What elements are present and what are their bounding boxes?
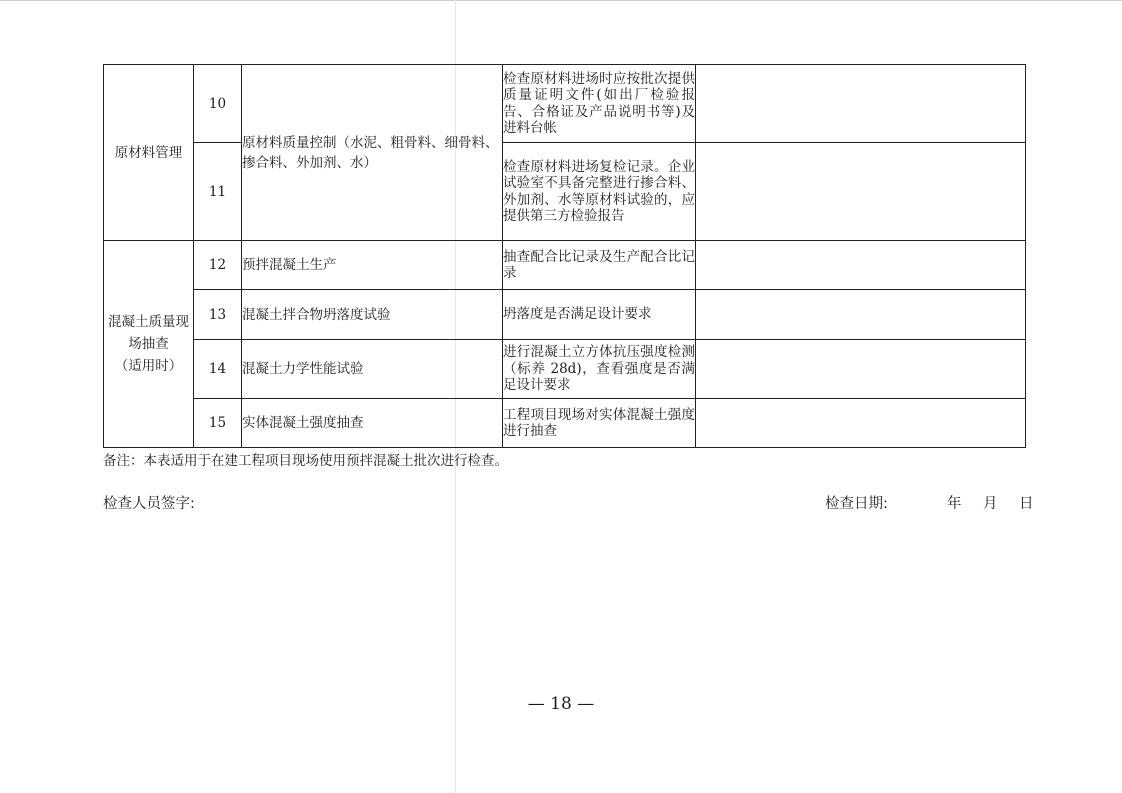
category-line: 场抽查 [128,336,169,352]
result-cell[interactable] [696,340,1026,399]
inspection-requirement: 检查原材料进场复检记录。企业试验室不具备完整进行掺合料、外加剂、水等原材料试验的，应提供第三方检验报告 [503,143,696,241]
inspection-item: 预拌混凝土生产 [242,241,503,290]
date-day-unit: 日 [1019,496,1034,512]
result-cell[interactable] [696,241,1026,290]
table-row [104,290,1026,340]
result-cell[interactable] [696,143,1026,241]
table-row [104,241,1026,290]
result-cell[interactable] [696,65,1026,143]
inspector-signature-label: 检查人员签字: [103,496,195,512]
inspection-item: 原材料质量控制（水泥、粗骨料、细骨料、掺合料、外加剂、水） [242,65,503,241]
inspection-date-label: 检查日期: [825,496,888,512]
inspection-table [103,64,1026,448]
result-cell[interactable] [696,290,1026,340]
date-month-unit: 月 [983,496,998,512]
inspection-item: 混凝土力学性能试验 [242,340,503,399]
item-number: 15 [194,399,242,448]
inspection-item: 混凝土拌合物坍落度试验 [242,290,503,340]
category-line: （适用时） [114,358,183,374]
table-row [104,399,1026,448]
table-row [104,340,1026,399]
item-number: 12 [194,241,242,290]
table-note: 备注：本表适用于在建工程项目现场使用预拌混凝土批次进行检查。 [103,453,508,469]
inspection-requirement: 进行混凝土立方体抗压强度检测（标养 28d)，查看强度是否满足设计要求 [503,340,696,399]
category-cell: 原材料管理 [104,65,194,241]
item-number: 11 [194,143,242,241]
item-number: 14 [194,340,242,399]
result-cell[interactable] [696,399,1026,448]
table-row [104,65,1026,143]
date-year-unit: 年 [947,496,962,512]
inspection-requirement: 检查原材料进场时应按批次提供质量证明文件(如出厂检验报告、合格证及产品说明书等)及进料台帐 [503,65,696,143]
item-number: 13 [194,290,242,340]
category-line: 混凝土质量现 [108,314,189,330]
inspection-requirement: 抽查配合比记录及生产配合比记录 [503,241,696,290]
category-cell [104,241,194,448]
page-top-border [0,0,1122,1]
inspection-item: 实体混凝土强度抽查 [242,399,503,448]
inspection-requirement: 坍落度是否满足设计要求 [503,290,696,340]
item-number: 10 [194,65,242,143]
inspection-requirement: 工程项目现场对实体混凝土强度进行抽查 [503,399,696,448]
page-number: — 18 — [527,694,595,714]
